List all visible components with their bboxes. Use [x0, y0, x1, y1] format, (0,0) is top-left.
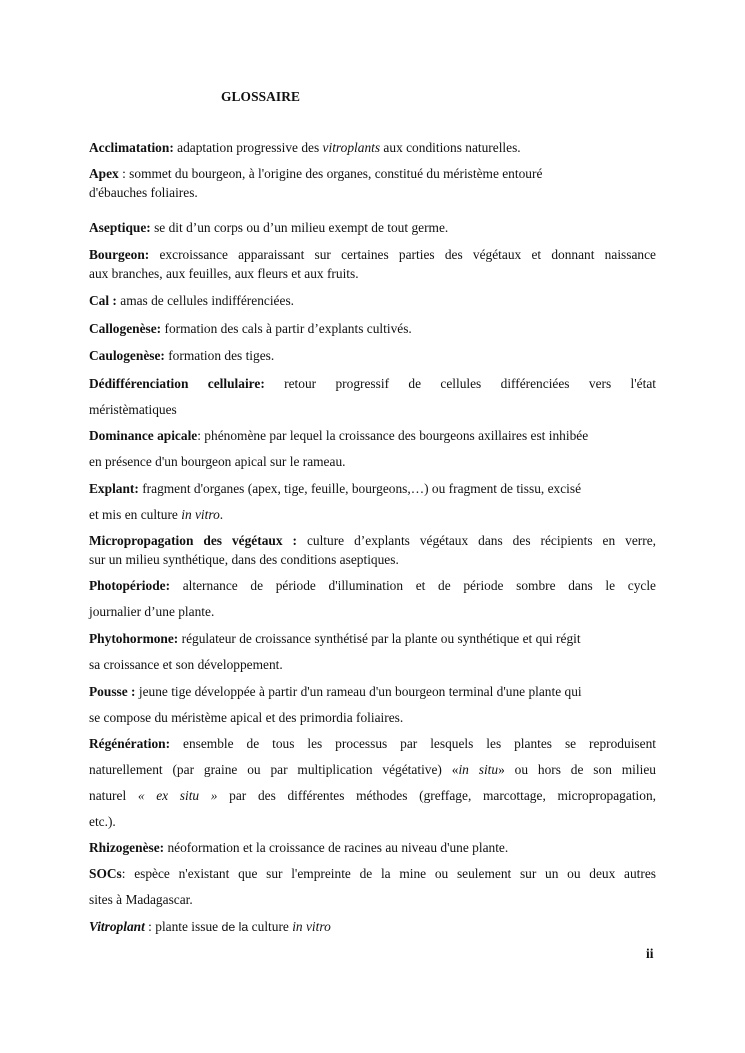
glossary-entry-micropropagation — [89, 531, 656, 569]
glossary-definition: régulateur de croissance synthétisé par la plante ou synthétique et qui régit — [178, 631, 581, 646]
glossary-definition: : plante issue — [144, 919, 222, 934]
glossary-entry-pousse — [89, 679, 656, 731]
glossary-entry-dominance-apicale — [89, 423, 656, 475]
glossary-definition-italic: in vitro — [292, 919, 331, 934]
glossary-entry-regeneration — [89, 731, 656, 835]
glossary-term: Callogenèse: — [89, 321, 162, 336]
glossary-entry-acclimatation — [89, 135, 656, 161]
glossary-definition: culture — [248, 919, 293, 934]
glossary-definition: par des différentes méthodes (greffage, marcottage, micropropagation, — [217, 788, 656, 803]
glossary-definition: d'ébauches foliaires. — [89, 185, 198, 200]
glossary-definition-italic: « ex situ » — [137, 788, 218, 803]
glossary-definition: naturel — [89, 788, 138, 803]
glossary-definition: etc.). — [89, 814, 116, 829]
glossary-entry-bourgeon — [89, 245, 656, 283]
glossary-definition: fragment d'organes (apex, tige, feuille, bourgeons,…) ou fragment de tissu, excisé — [138, 481, 582, 496]
glossary-definition-italic: in vitro — [181, 507, 220, 522]
glossary-term: Dominance apicale — [89, 428, 198, 443]
glossary-definition: de la — [221, 920, 249, 934]
glossary-definition: adaptation progressive des — [173, 140, 323, 155]
glossary-entry-socs — [89, 861, 656, 913]
glossary-entry-dedifferenciation — [89, 371, 656, 423]
glossary-definition: » ou hors de son milieu — [498, 762, 656, 777]
glossary-definition: culture d’explants végétaux dans des récipients en verre, — [296, 533, 656, 548]
glossary-definition: sa croissance et son développement. — [89, 657, 283, 672]
glossary-definition: excroissance apparaissant sur certaines parties des végétaux et donnant naissance — [149, 247, 656, 262]
glossary-definition: néoformation et la croissance de racines au niveau d'une plante. — [164, 840, 509, 855]
glossary-term: Acclimatation: — [89, 140, 174, 155]
glossary-entry-photoperiode — [89, 573, 656, 625]
glossary-definition: alternance de période d'illumination et de période sombre dans le cycle — [170, 578, 656, 593]
glossary-term: Cal : — [89, 293, 117, 308]
glossary-entry-callogenese — [89, 316, 656, 342]
glossary-term: Aseptique: — [89, 220, 151, 235]
glossary-definition: et mis en culture — [89, 507, 182, 522]
glossary-definition: se compose du méristème apical et des primordia foliaires. — [89, 710, 404, 725]
glossary-definition: : espèce n'existant que sur l'empreinte de la mine ou seulement sur un ou deux autres — [121, 866, 656, 881]
glossary-term: Rhizogenèse: — [89, 840, 165, 855]
glossary-definition: aux conditions naturelles. — [380, 140, 521, 155]
glossary-definition: sites à Madagascar. — [89, 892, 193, 907]
glossary-definition: se dit d’un corps ou d’un milieu exempt de tout germe. — [150, 220, 449, 235]
glossary-definition: retour progressif de cellules différenciées vers l'état — [264, 376, 656, 391]
glossary-entry-rhizogenese — [89, 835, 656, 861]
glossary-definition: sur un milieu synthétique, dans des conditions aseptiques. — [89, 552, 399, 567]
glossary-definition: . — [219, 507, 224, 522]
glossary-term: Explant: — [89, 481, 139, 496]
glossary-term: Bourgeon: — [89, 247, 150, 262]
glossary-definition: formation des tiges. — [164, 348, 275, 363]
glossary-entry-apex — [89, 164, 656, 202]
glossary-definition: formation des cals à partir d’explants cultivés. — [161, 321, 412, 336]
glossary-term: Dédifférenciation cellulaire: — [89, 376, 265, 391]
glossary-definition: jeune tige développée à partir d'un rameau d'un bourgeon terminal d'une plante qui — [135, 684, 582, 699]
glossary-definition-italic: in situ — [458, 762, 499, 777]
glossary-definition-italic: vitroplants — [322, 140, 381, 155]
glossary-definition: aux branches, aux feuilles, aux fleurs et aux fruits. — [89, 266, 359, 281]
glossary-definition: journalier d’une plante. — [89, 604, 215, 619]
glossary-term: SOCs — [89, 866, 122, 881]
glossary-entry-cal — [89, 288, 656, 314]
glossary-definition: en présence d'un bourgeon apical sur le rameau. — [89, 454, 346, 469]
glossary-entry-vitroplant — [89, 914, 656, 940]
glossary-term: Régénération: — [89, 736, 171, 751]
glossary-term: Micropropagation des végétaux : — [89, 533, 297, 548]
glossary-term: Caulogenèse: — [89, 348, 165, 363]
glossary-term: Vitroplant — [89, 919, 145, 934]
page-number: ii — [646, 946, 654, 961]
glossary-definition: : phénomène par lequel la croissance des bourgeons axillaires est inhibée — [197, 428, 589, 443]
glossary-definition: : sommet du bourgeon, à l'origine des organes, constitué du méristème entouré — [118, 166, 543, 181]
glossary-definition: amas de cellules indifférenciées. — [116, 293, 295, 308]
glossary-definition: méristèmatiques — [89, 402, 177, 417]
glossary-term: Apex — [89, 166, 119, 181]
glossary-entry-phytohormone — [89, 626, 656, 678]
glossary-definition: naturellement (par graine ou par multiplication végétative) « — [89, 762, 459, 777]
glossary-term: Phytohormone: — [89, 631, 179, 646]
glossary-term: Pousse : — [89, 684, 136, 699]
glossary-entry-aseptique — [89, 215, 656, 241]
glossary-entry-caulogenese — [89, 343, 656, 369]
page-title: GLOSSAIRE — [221, 89, 301, 104]
glossary-term: Photopériode: — [89, 578, 171, 593]
glossary-entry-explant — [89, 476, 656, 528]
glossary-definition: ensemble de tous les processus par lesquels les plantes se reproduisent — [170, 736, 656, 751]
